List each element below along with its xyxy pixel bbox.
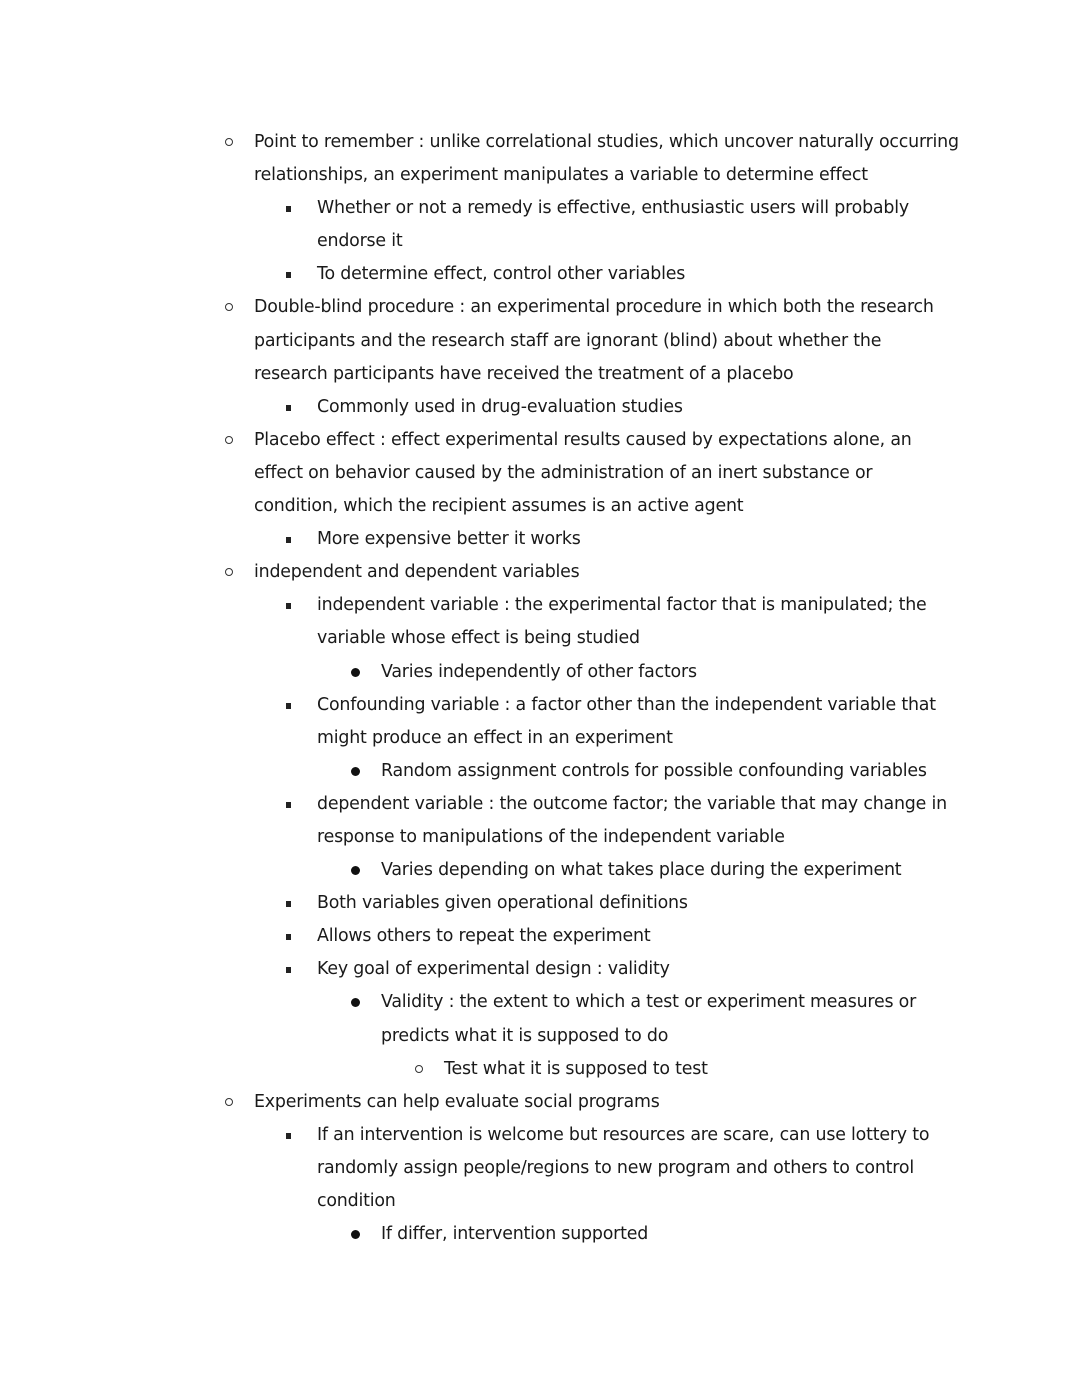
square-bullet-icon (286, 802, 291, 808)
list-item-text: Placebo effect : effect experimental results caused by expectations alone, an effect on behavior caused by the administration of an inert substance or condition, which the recipient assumes is an active agent (254, 429, 912, 517)
hollow-circle-bullet-icon (225, 436, 233, 444)
list-item-text: More expensive better it works (317, 529, 581, 550)
hollow-circle-bullet-icon (415, 1065, 423, 1073)
list-item (0, 854, 1080, 887)
list-item (0, 953, 1080, 986)
list-item (0, 258, 1080, 291)
list-item (0, 192, 1080, 258)
list-item (0, 424, 1080, 523)
list-item (0, 523, 1080, 556)
list-item-text: If an intervention is welcome but resources are scare, can use lottery to randomly assign people/regions to new program and others to control condition (317, 1124, 930, 1211)
list-item-text: Whether or not a remedy is effective, enthusiastic users will probably endorse it (317, 198, 909, 252)
square-bullet-icon (286, 272, 291, 278)
list-item-text: Experiments can help evaluate social programs (254, 1091, 660, 1112)
list-item (0, 1086, 1080, 1119)
square-bullet-icon (286, 703, 291, 709)
list-item-text: Random assignment controls for possible confounding variables (381, 760, 927, 781)
list-item (0, 788, 1080, 854)
list-item (0, 391, 1080, 424)
list-item-text: dependent variable : the outcome factor; the variable that may change in response to manipulations of the independent variable (317, 793, 947, 847)
list-item-text: Varies independently of other factors (381, 661, 697, 682)
filled-circle-bullet-icon (351, 767, 360, 776)
list-item (0, 126, 1080, 192)
square-bullet-icon (286, 537, 291, 543)
list-item (0, 291, 1080, 390)
list-item-text: Validity : the extent to which a test or experiment measures or predicts what it is supposed to do (381, 992, 917, 1046)
list-item-text: Test what it is supposed to test (444, 1058, 708, 1079)
list-item-text: independent and dependent variables (254, 562, 580, 583)
list-item (0, 1053, 1080, 1086)
list-item (0, 755, 1080, 788)
square-bullet-icon (286, 967, 291, 973)
list-item-text: Key goal of experimental design : validity (317, 959, 670, 980)
hollow-circle-bullet-icon (225, 1098, 233, 1106)
square-bullet-icon (286, 206, 291, 212)
list-item (0, 656, 1080, 689)
list-item-text: Point to remember : unlike correlational studies, which uncover naturally occurring relationships, an experiment manipulates a variable to determine effect (254, 132, 959, 186)
square-bullet-icon (286, 1133, 291, 1139)
square-bullet-icon (286, 901, 291, 907)
list-item-text: Confounding variable : a factor other than the independent variable that might produce an effect in an experiment (317, 694, 936, 748)
list-item-text: Commonly used in drug-evaluation studies (317, 396, 683, 417)
hollow-circle-bullet-icon (225, 568, 233, 576)
hollow-circle-bullet-icon (225, 303, 233, 311)
list-item (0, 689, 1080, 755)
list-item (0, 1119, 1080, 1218)
list-item (0, 1218, 1080, 1251)
filled-circle-bullet-icon (351, 1230, 360, 1239)
filled-circle-bullet-icon (351, 998, 360, 1007)
list-item-text: Allows others to repeat the experiment (317, 926, 651, 947)
list-item-text: Double-blind procedure : an experimental procedure in which both the research participants and the research staff are ignorant (blind) about whether the research participants have received the treatment of a placebo (254, 297, 934, 384)
hollow-circle-bullet-icon (225, 138, 233, 146)
list-item (0, 556, 1080, 589)
filled-circle-bullet-icon (351, 668, 360, 677)
list-item (0, 887, 1080, 920)
list-item (0, 589, 1080, 655)
list-item-text: To determine effect, control other variables (317, 264, 686, 285)
list-item (0, 986, 1080, 1052)
list-item-text: Varies depending on what takes place during the experiment (381, 860, 902, 881)
list-item-text: If differ, intervention supported (381, 1224, 649, 1245)
list-item (0, 920, 1080, 953)
filled-circle-bullet-icon (351, 866, 360, 875)
square-bullet-icon (286, 934, 291, 940)
list-item-text: independent variable : the experimental factor that is manipulated; the variable whose effect is being studied (317, 595, 927, 649)
list-item-text: Both variables given operational definitions (317, 893, 688, 914)
square-bullet-icon (286, 603, 291, 609)
notes-page (0, 126, 1080, 1251)
square-bullet-icon (286, 405, 291, 411)
